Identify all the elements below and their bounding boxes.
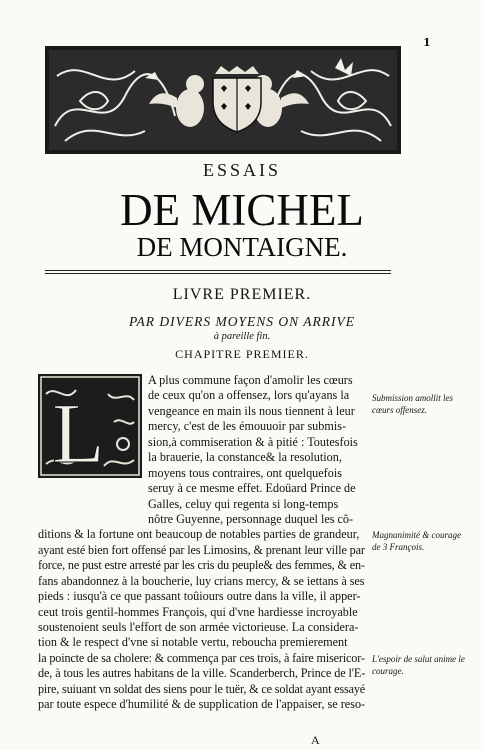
text-line: fans abandonnez à la boucherie, luy crians mercy, & se iettans à ses	[38, 573, 365, 588]
text-line: ditions & la fortune ont beaucoup de notables parties de grandeur,	[38, 527, 360, 542]
text-line: moyens tous contraires, ont quelquefois	[148, 465, 342, 480]
chapter-number: CHAPITRE PREMIER.	[175, 347, 309, 361]
text-line: vengeance en main ils nous tiennent à leur	[148, 403, 355, 418]
text-line: ayant esté bien fort offensé par les Limosins, & prenant leur ville par	[38, 542, 365, 557]
text-line: par toute espece d'humilité & de supplication de l'appaiser, se reso-	[38, 697, 366, 712]
margin-note-magnanimity: Magnanimité & courage de 3 François.	[372, 530, 461, 552]
text-line: de ceux qu'on a offensez, lors qu'ayans la	[148, 388, 350, 403]
headpiece-ornament	[45, 46, 401, 154]
title-essais: ESSAIS	[202, 160, 282, 180]
text-line: de, à tous les autres habitans de la ville. Scanderberch, Prince de l'E-	[38, 666, 366, 681]
chapter-title-continued: à pareille fin.	[213, 331, 271, 342]
text-line: ceut trois gentil-hommes François, qui d'vne hardiesse incroyable	[38, 604, 358, 619]
text-line: la poincte de sa cholere: & commença par ces trois, à faire misericor-	[38, 650, 365, 665]
title-de-michel: DE MICHEL	[120, 185, 364, 235]
text-line: seruy à ce mesme effet. Edoüard Prince de	[148, 481, 356, 496]
body-text	[38, 373, 365, 713]
text-line: nôtre Guyenne, personnage duquel les cõ-	[148, 511, 354, 526]
text-line: A plus commune façon d'amolir les cœurs	[148, 373, 353, 387]
drop-cap-letter: L	[52, 385, 105, 478]
page-number: 1	[423, 36, 431, 49]
text-line: mercy, c'est de les émouuoir par submis-	[148, 419, 347, 434]
text-line: tion & le respect d'vne si notable vertu, reboucha premierement	[38, 635, 348, 650]
text-line: pire, suiuant vn soldat des siens pour le tuër, & ce soldat ayant essayé	[38, 681, 365, 696]
top-rule	[45, 270, 391, 271]
text-line: Galles, celuy qui regenta si long-temps	[148, 496, 339, 511]
margin-note-submission: Submission amollit les cœurs offensez.	[372, 393, 454, 415]
title-de-montaigne: DE MONTAIGNE.	[136, 232, 348, 262]
text-line: force, ne pust estre arresté par les cris du peuple& des femmes, & en-	[38, 558, 365, 573]
chapter-title: PAR DIVERS MOYENS ON ARRIVE	[129, 314, 355, 329]
book-heading: LIVRE PREMIER.	[172, 286, 312, 303]
rule-lower	[45, 273, 391, 274]
text-line: pieds : iusqu'à ce que passant toûiours outre dans la ville, il apper-	[38, 589, 361, 604]
catchword: A	[311, 733, 320, 747]
text-line: sion,à commiseration & à pitié : Toutesfois	[148, 434, 358, 449]
margin-note-hope: L'espoir de salut anime le courage.	[372, 654, 465, 676]
text-line: soustenoient seuls l'effort de son armée victorieuse. La considera-	[38, 620, 359, 634]
text-line: la brauerie, la constance& la resolution,	[148, 450, 342, 465]
